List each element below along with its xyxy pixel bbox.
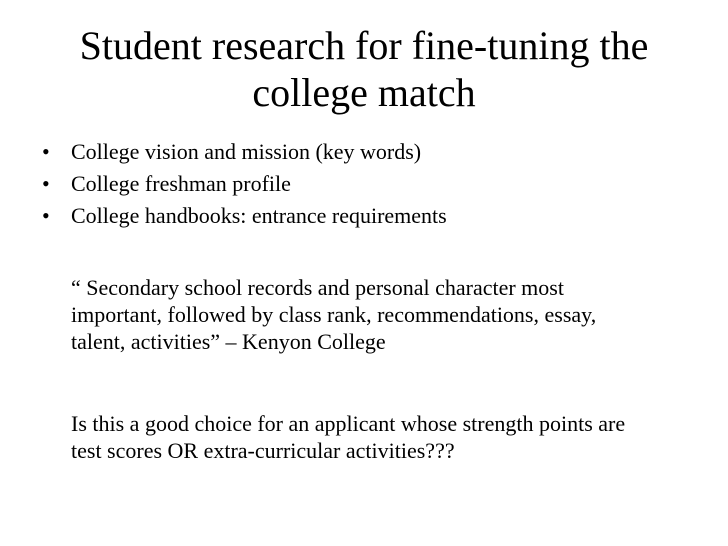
bullet-dot-icon: • bbox=[42, 171, 50, 196]
bullet-item-handbooks bbox=[42, 200, 702, 232]
question-line-1: Is this a good choice for an applicant whose strength points are bbox=[71, 411, 626, 436]
bullet-dot-icon: • bbox=[42, 203, 50, 228]
question-line-2: test scores OR extra-curricular activities??? bbox=[71, 438, 455, 463]
slide-title bbox=[40, 22, 688, 116]
quote-line-1: “ Secondary school records and personal character most bbox=[71, 275, 564, 300]
bullet-text: College handbooks: entrance requirements bbox=[71, 203, 447, 228]
applicant-question bbox=[71, 410, 711, 464]
quote-line-2: important, followed by class rank, recommendations, essay, bbox=[71, 302, 597, 327]
kenyon-quote bbox=[71, 274, 711, 355]
title-line-1: Student research for fine-tuning the bbox=[79, 23, 649, 68]
bullet-item-freshman-profile bbox=[42, 168, 702, 200]
bullet-text: College vision and mission (key words) bbox=[71, 139, 422, 164]
bullet-item-vision-mission bbox=[42, 136, 702, 168]
title-line-2: college match bbox=[252, 70, 476, 115]
bullet-dot-icon: • bbox=[42, 139, 50, 164]
bullet-list bbox=[42, 136, 702, 232]
quote-line-3: talent, activities” – Kenyon College bbox=[71, 329, 386, 354]
bullet-text: College freshman profile bbox=[71, 171, 291, 196]
